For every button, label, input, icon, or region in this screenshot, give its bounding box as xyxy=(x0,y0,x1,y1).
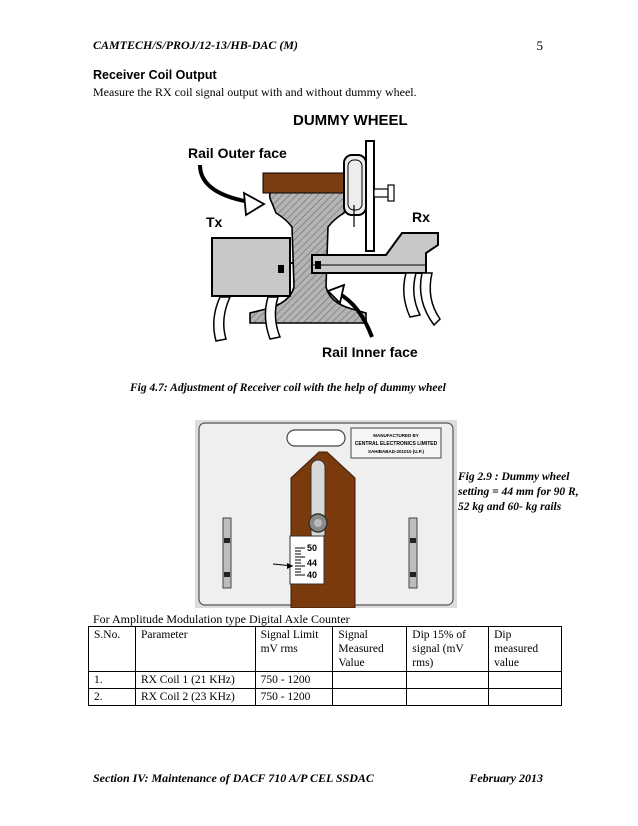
cell-parameter: RX Coil 1 (21 KHz) xyxy=(135,672,255,689)
tx-label: Tx xyxy=(206,214,223,230)
cell-dip-measured[interactable] xyxy=(489,689,562,706)
cell-dip-15[interactable] xyxy=(407,689,489,706)
dummy-wheel-setting-figure xyxy=(195,420,457,608)
plate-text-3: SAHIBABAD-201010 (U.P.) xyxy=(368,449,424,454)
rx-mount-leg xyxy=(404,273,420,317)
plate-slot xyxy=(287,430,345,446)
cell-signal-measured[interactable] xyxy=(333,672,407,689)
section-title: Receiver Coil Output xyxy=(93,68,217,82)
rx-label: Rx xyxy=(412,209,430,225)
section-text: Measure the RX coil signal output with and without dummy wheel. xyxy=(93,85,417,99)
rail-inner-face-label: Rail Inner face xyxy=(322,344,418,360)
cell-signal-measured[interactable] xyxy=(333,689,407,706)
scale-40: 40 xyxy=(307,570,318,580)
cell-sno: 2. xyxy=(89,689,136,706)
header-signal-measured: Signal Measured Value xyxy=(333,627,407,672)
document-id: CAMTECH/S/PROJ/12-13/HB-DAC (M) xyxy=(93,38,299,52)
table-title: For Amplitude Modulation type Digital Axle Counter xyxy=(93,612,350,626)
cell-parameter: RX Coil 2 (23 KHz) xyxy=(135,689,255,706)
header-sno: S.No. xyxy=(89,627,136,672)
dummy-wheel-diagram xyxy=(160,105,450,370)
wheel-bar xyxy=(263,173,345,193)
cell-sno: 1. xyxy=(89,672,136,689)
plate-text-1: MANUFACTURED BY xyxy=(373,433,419,438)
wheel-disc xyxy=(366,141,374,251)
scale-50: 50 xyxy=(307,543,318,553)
plate-text-2: CENTRAL ELECTRONICS LIMITED xyxy=(354,441,438,447)
table-row xyxy=(89,689,562,706)
left-post xyxy=(223,518,231,588)
page-footer xyxy=(93,771,543,786)
table-header-row xyxy=(89,627,562,672)
figure-4-7-caption: Fig 4.7: Adjustment of Receiver coil with the help of dummy wheel xyxy=(130,382,446,394)
measurement-table xyxy=(88,626,562,706)
cell-signal-limit: 750 - 1200 xyxy=(255,672,333,689)
header-signal-limit: Signal Limit mV rms xyxy=(255,627,333,672)
cell-dip-15[interactable] xyxy=(407,672,489,689)
page-number: 5 xyxy=(536,38,543,53)
footer-date: February 2013 xyxy=(469,771,543,785)
wheel-flange xyxy=(344,155,366,215)
header-dip-15: Dip 15% of signal (mV rms) xyxy=(407,627,489,672)
page-header xyxy=(93,38,543,53)
table-row xyxy=(89,672,562,689)
right-post xyxy=(409,518,417,588)
figure-2-9-caption: Fig 2.9 : Dummy wheel setting = 44 mm for 90 R, 52 kg and 60- kg rails xyxy=(458,471,579,513)
rail-outer-face-label: Rail Outer face xyxy=(188,145,287,161)
dummy-wheel-label: DUMMY WHEEL xyxy=(293,112,408,129)
scale-44: 44 xyxy=(307,558,318,568)
tx-mount-leg xyxy=(214,297,230,341)
cell-signal-limit: 750 - 1200 xyxy=(255,689,333,706)
cell-dip-measured[interactable] xyxy=(489,672,562,689)
header-parameter: Parameter xyxy=(135,627,255,672)
footer-section: Section IV: Maintenance of DACF 710 A/P CEL SSDAC xyxy=(93,771,374,785)
header-dip-measured: Dip measured value xyxy=(489,627,562,672)
